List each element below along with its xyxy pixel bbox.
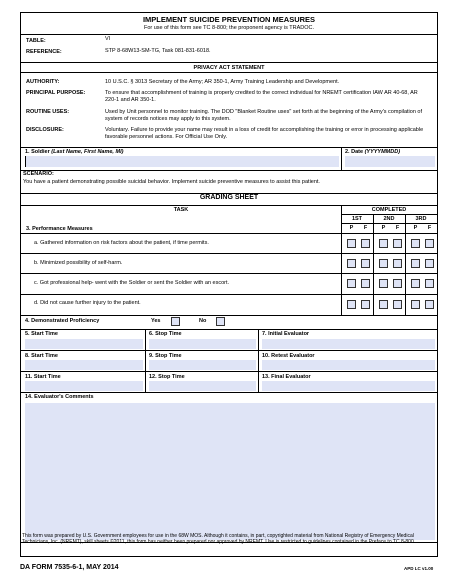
measures-label: 3. Performance Measures	[26, 226, 93, 232]
measure-c-2nd-f-checkbox[interactable]	[393, 279, 402, 288]
pf-label-2p: P	[381, 225, 386, 231]
measure-b-2nd-f-checkbox[interactable]	[393, 259, 402, 268]
privacy-heading: PRIVACY ACT STATEMENT	[193, 65, 265, 71]
routine-text: Used by Unit personnel to monitor training. The DOD "Blanket Routine uses" set forth at the beginning of the Army's compilation of system of records notices may apply to this system.	[105, 109, 422, 122]
soldier-label-hint: (Last Name, First Name, MI)	[51, 149, 124, 155]
date-input[interactable]	[345, 156, 435, 167]
measure-b-2nd-p-checkbox[interactable]	[379, 259, 388, 268]
measure-a-2nd-p-checkbox[interactable]	[379, 239, 388, 248]
stop-time-label-3: 12. Stop Time	[149, 374, 185, 380]
pf-label-1p: P	[349, 225, 354, 231]
reference-label: REFERENCE:	[26, 49, 62, 55]
proficiency-no-label: No	[199, 318, 207, 324]
grading-title: GRADING SHEET	[199, 194, 259, 201]
measure-d-3rd-f-checkbox[interactable]	[425, 300, 434, 309]
date-label	[345, 149, 400, 156]
version-label: APD LC v1.00	[404, 566, 434, 571]
authority-text: 10 U.S.C. § 3013 Secretary of the Army; AR 350-1, Army Training Leadership and Development.	[105, 79, 340, 85]
measure-d-3rd-p-checkbox[interactable]	[411, 300, 420, 309]
scenario-label: SCENARIO:	[23, 171, 54, 177]
final-evaluator-input[interactable]	[262, 381, 435, 391]
form-title: IMPLEMENT SUICIDE PREVENTION MEASURES	[142, 15, 316, 24]
soldier-name-input[interactable]	[25, 156, 339, 167]
date-label-text: 2. Date	[345, 149, 364, 155]
initial-evaluator-input[interactable]	[262, 339, 435, 349]
start-time-label-3: 11. Start Time	[25, 374, 61, 380]
measure-a: a. Gathered information on risk factors about the patient, if time permits.	[34, 240, 209, 246]
attempt-3rd: 3RD	[415, 216, 427, 222]
attempt-1st: 1ST	[351, 216, 363, 222]
pf-label-3f: F	[427, 225, 432, 231]
table-label: TABLE:	[26, 38, 46, 44]
footer-note: This form was prepared by U.S. Government employees for use in the 68W MOS. Although it contains, in part, copyrighted material from National Registry of Emergency Medical Technicians, Inc. (NREMT), skill sheets ©2011, this form has neither been prepared nor approved by NREMT. Use is restricted to guidelines contained in the Preface to TC 8-800.	[22, 533, 416, 545]
form-body	[20, 12, 438, 557]
start-time-input-3[interactable]	[25, 381, 143, 391]
soldier-label	[25, 149, 123, 156]
initial-evaluator-label: 7. Initial Evaluator	[262, 331, 310, 337]
measure-c-1st-f-checkbox[interactable]	[361, 279, 370, 288]
proficiency-yes-checkbox[interactable]	[171, 317, 180, 326]
measure-b-1st-p-checkbox[interactable]	[347, 259, 356, 268]
measure-a-3rd-p-checkbox[interactable]	[411, 239, 420, 248]
stop-time-input-2[interactable]	[149, 360, 256, 370]
pf-label-1f: F	[363, 225, 368, 231]
retest-evaluator-label: 10. Retest Evaluator	[262, 353, 315, 359]
disclosure-label: DISCLOSURE:	[26, 127, 64, 133]
comments-label: 14. Evaluator's Comments	[25, 394, 94, 400]
start-time-input-2[interactable]	[25, 360, 143, 370]
table-value: VI	[105, 36, 111, 42]
purpose-text: To ensure that accomplishment of training is properly credited to the correct individual for NREMT certification IAW AR 40-68, AR 220-1 and AR 350-1.	[105, 90, 418, 103]
measure-a-2nd-f-checkbox[interactable]	[393, 239, 402, 248]
measure-d-1st-f-checkbox[interactable]	[361, 300, 370, 309]
scenario-text: You have a patient demonstrating possible suicidal behavior. Implement suicide preventive measures to assist this patient.	[23, 179, 320, 185]
pf-label-3p: P	[413, 225, 418, 231]
attempt-2nd: 2ND	[383, 216, 395, 222]
measure-d-2nd-p-checkbox[interactable]	[379, 300, 388, 309]
measure-d-2nd-f-checkbox[interactable]	[393, 300, 402, 309]
proficiency-yes-label: Yes	[151, 318, 161, 324]
proficiency-no-checkbox[interactable]	[216, 317, 225, 326]
measure-c-3rd-f-checkbox[interactable]	[425, 279, 434, 288]
measure-d-1st-p-checkbox[interactable]	[347, 300, 356, 309]
measure-b-1st-f-checkbox[interactable]	[361, 259, 370, 268]
measure-d: d. Did not cause further injury to the patient.	[34, 300, 141, 306]
start-time-label-1: 5. Start Time	[25, 331, 58, 337]
date-label-hint: (YYYYMMDD)	[364, 149, 401, 155]
measure-a-3rd-f-checkbox[interactable]	[425, 239, 434, 248]
start-time-label-2: 8. Start Time	[25, 353, 58, 359]
stop-time-label-1: 6. Stop Time	[149, 331, 182, 337]
stop-time-input-1[interactable]	[149, 339, 256, 349]
measure-b-3rd-f-checkbox[interactable]	[425, 259, 434, 268]
comments-textarea[interactable]	[25, 403, 435, 540]
measure-c-2nd-p-checkbox[interactable]	[379, 279, 388, 288]
form-subtitle: For use of this form see TC 8-800; the proponent agency is TRADOC.	[143, 25, 315, 31]
start-time-input-1[interactable]	[25, 339, 143, 349]
purpose-label: PRINCIPAL PURPOSE:	[26, 90, 86, 96]
measure-c-1st-p-checkbox[interactable]	[347, 279, 356, 288]
retest-evaluator-input[interactable]	[262, 360, 435, 370]
measure-b-3rd-p-checkbox[interactable]	[411, 259, 420, 268]
completed-header: COMPLETED	[371, 207, 407, 213]
measure-a-1st-f-checkbox[interactable]	[361, 239, 370, 248]
proficiency-label: 4. Demonstrated Proficiency	[25, 318, 100, 324]
stop-time-input-3[interactable]	[149, 381, 256, 391]
authority-label: AUTHORITY:	[26, 79, 60, 85]
disclosure-text: Voluntary. Failure to provide your name may result in a loss of credit for accomplishing the training or error in processing applicable favorable personnel actions. For Official Use Only.	[105, 127, 424, 140]
final-evaluator-label: 13. Final Evaluator	[262, 374, 311, 380]
measure-a-1st-p-checkbox[interactable]	[347, 239, 356, 248]
task-header: TASK	[173, 207, 189, 213]
pf-label-2f: F	[395, 225, 400, 231]
stop-time-label-2: 9. Stop Time	[149, 353, 182, 359]
measure-c: c. Got professional help- went with the Soldier or sent the Soldier with an escort.	[34, 280, 230, 286]
routine-label: ROUTINE USES:	[26, 109, 70, 115]
measure-b: b. Minimized possibility of self-harm.	[34, 260, 123, 266]
reference-value: STP 8-68W13-SM-TG, Task 081-831-6018.	[105, 48, 211, 54]
form-id: DA FORM 7535-6-1, MAY 2014	[20, 564, 119, 571]
soldier-label-text: 1. Soldier	[25, 149, 50, 155]
measure-c-3rd-p-checkbox[interactable]	[411, 279, 420, 288]
